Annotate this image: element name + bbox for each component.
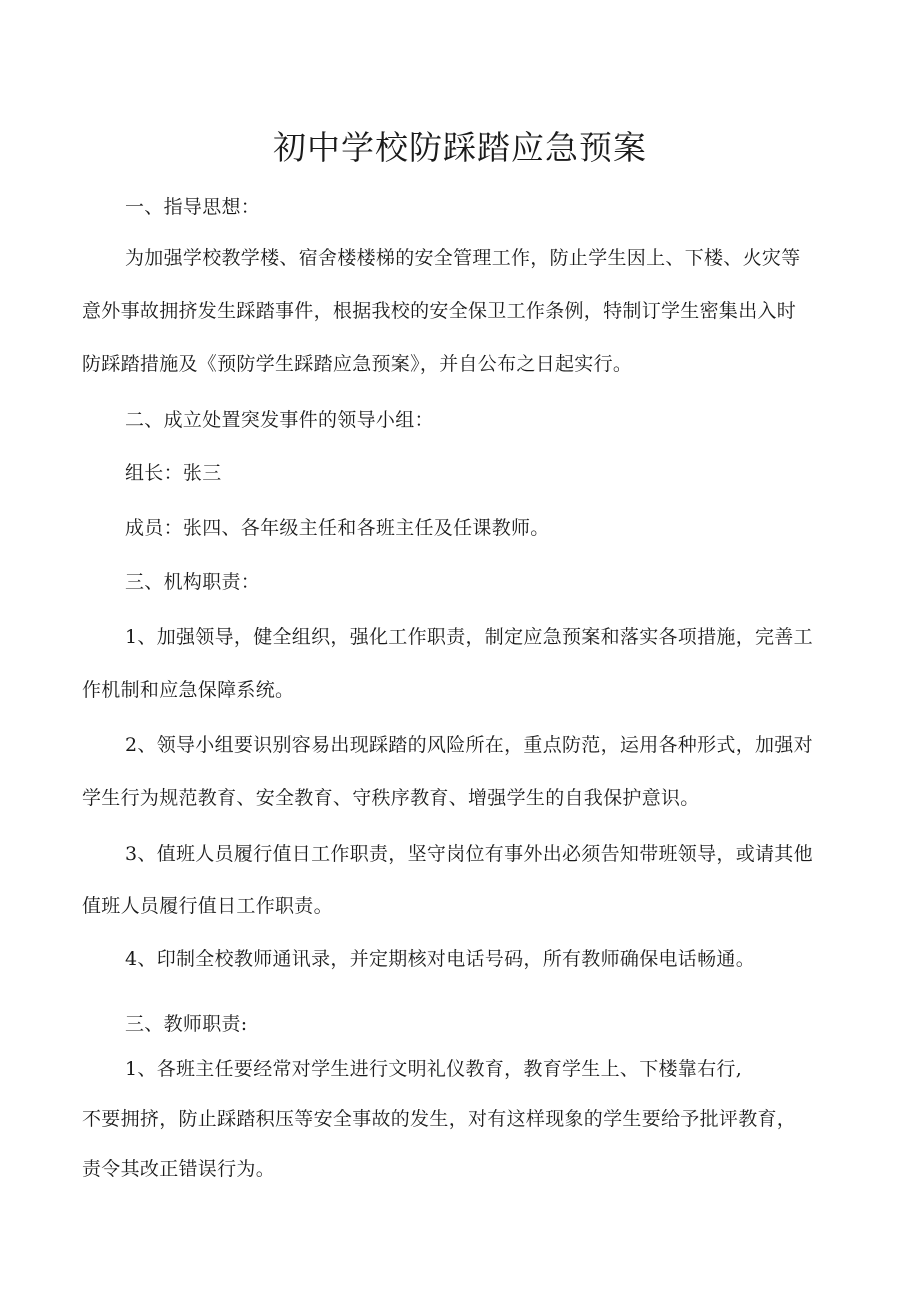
paragraph-line: 为加强学校教学楼、宿舍楼楼梯的安全管理工作，防止学生因上、下楼、火灾等 <box>125 247 801 269</box>
section-heading-org-duties: 三、机构职责： <box>125 571 261 593</box>
section-heading-leadership-group: 二、成立处置突发事件的领导小组： <box>125 409 434 431</box>
section-heading-teacher-duties: 三、教师职责: <box>125 1013 248 1035</box>
paragraph-line: 3、值班人员履行值日工作职责，坚守岗位有事外出必须告知带班领导，或请其他 <box>125 843 813 865</box>
paragraph-line: 不要拥挤，防止踩踏积压等安全事故的发生，对有这样现象的学生要给予批评教育， <box>82 1108 797 1130</box>
paragraph-line: 意外事故拥挤发生踩踏事件，根据我校的安全保卫工作条例，特制订学生密集出入时 <box>82 300 797 322</box>
paragraph-line: 值班人员履行值日工作职责。 <box>82 895 333 917</box>
paragraph-line: 责令其改正错误行为。 <box>82 1158 276 1180</box>
section-heading-guiding-thought: 一、指导思想： <box>125 196 261 218</box>
paragraph-line: 2、领导小组要识别容易出现踩踏的风险所在，重点防范，运用各种形式，加强对 <box>125 734 813 756</box>
paragraph-line: 1、各班主任要经常对学生进行文明礼仪教育，教育学生上、下楼靠右行, <box>125 1058 743 1080</box>
members-line: 成员：张四、各年级主任和各班主任及任课教师。 <box>125 517 550 539</box>
document-title: 初中学校防踩踏应急预案 <box>273 128 647 167</box>
paragraph-line: 1、加强领导，健全组织，强化工作职责，制定应急预案和落实各项措施，完善工 <box>125 626 813 648</box>
paragraph-line: 4、印制全校教师通讯录，并定期核对电话号码，所有教师确保电话畅通。 <box>125 948 755 970</box>
paragraph-line: 作机制和应急保障系统。 <box>82 679 295 701</box>
paragraph-line: 学生行为规范教育、安全教育、守秩序教育、增强学生的自我保护意识。 <box>82 787 700 809</box>
leader-line: 组长：张三 <box>125 462 222 484</box>
paragraph-line: 防踩踏措施及《预防学生踩踏应急预案》，并自公布之日起实行。 <box>82 353 633 375</box>
